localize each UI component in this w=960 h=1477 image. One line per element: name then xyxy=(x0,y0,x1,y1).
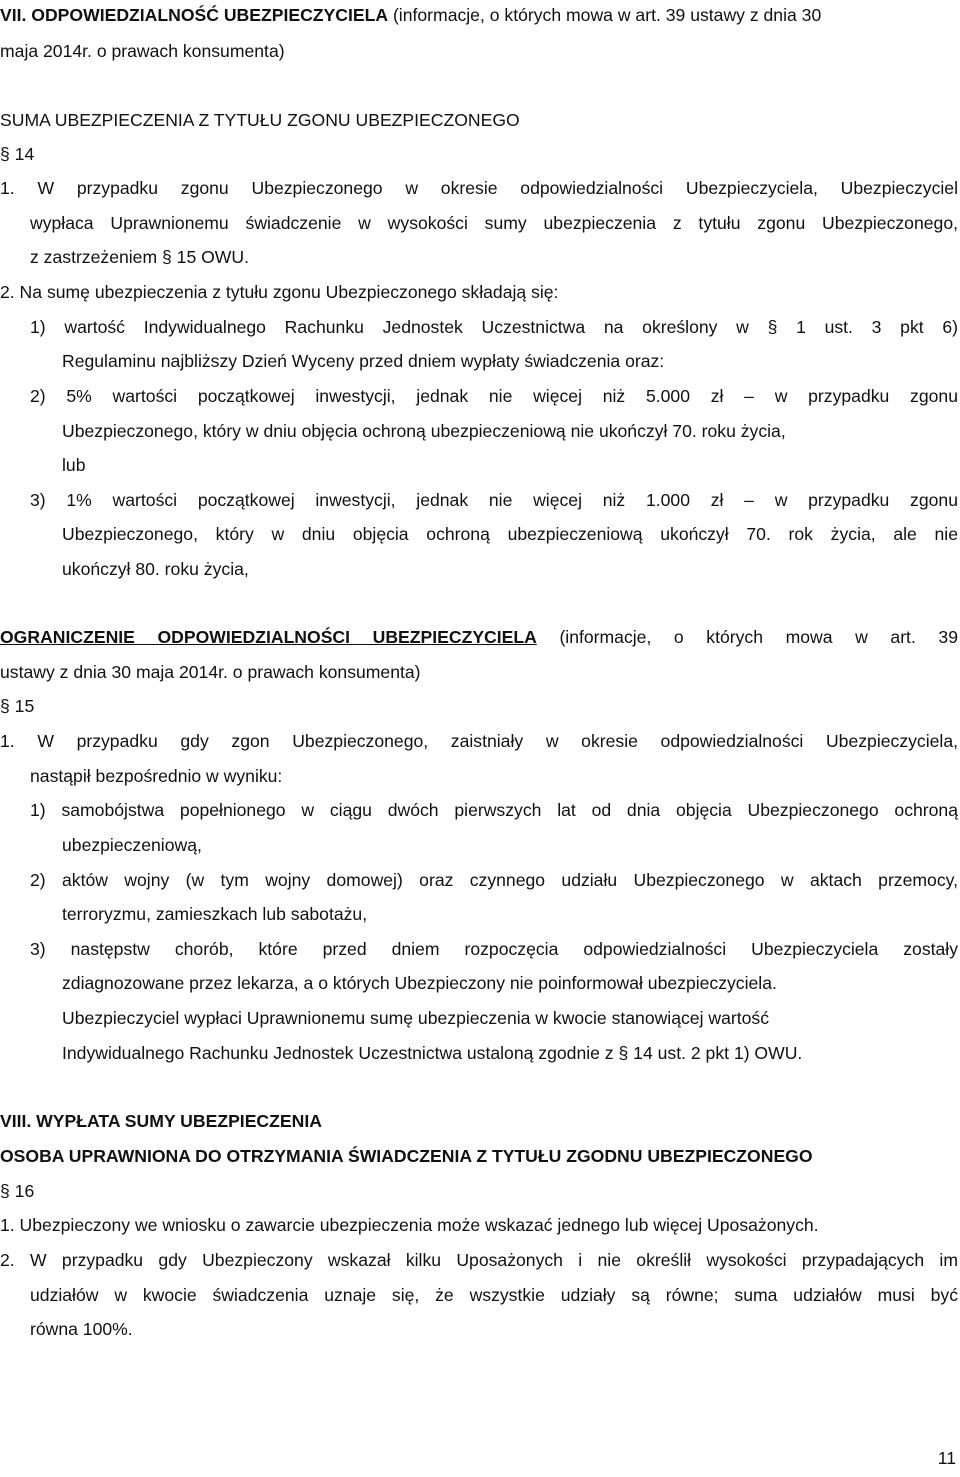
paragraph-16-marker: § 16 xyxy=(0,1181,35,1201)
p15-item1-line2: ubezpieczeniową, xyxy=(62,835,202,855)
paragraph-15-marker: § 15 xyxy=(0,696,35,716)
p16-2-line2: udziałów w kwocie świadczenia uznaje się, że wszystkie udziały są równe; suma udziałów musi być xyxy=(30,1285,958,1305)
p15-item3-line1: 3) następstw chorób, które przed dniem rozpoczęcia odpowiedzialności Ubezpieczyciela zostały xyxy=(30,939,958,959)
p16-1: 1. Ubezpieczony we wniosku o zawarcie ubezpieczenia może wskazać jednego lub więcej Uposażonych. xyxy=(0,1215,819,1235)
limitation-note-2: ustawy z dnia 30 maja 2014r. o prawach konsumenta) xyxy=(0,662,421,682)
section-vii-heading: VII. ODPOWIEDZIALNOŚĆ UBEZPIECZYCIELA xyxy=(0,5,389,25)
p14-2-item2-line1: 2) 5% wartości początkowej inwestycji, jednak nie więcej niż 5.000 zł – w przypadku zgonu xyxy=(30,386,958,406)
p15-item3-line2: zdiagnozowane przez lekarza, a o których Ubezpieczony nie poinformował ubezpieczyciela. xyxy=(62,973,777,993)
p15-1-line2: nastąpił bezpośrednio w wyniku: xyxy=(30,766,283,786)
p14-2-item3-line3: ukończył 80. roku życia, xyxy=(62,559,249,579)
section-viii-heading: VIII. WYPŁATA SUMY UBEZPIECZENIA xyxy=(0,1111,322,1131)
limitation-heading-line xyxy=(0,626,958,648)
limitation-note: (informacje, o których mowa w art. 39 xyxy=(559,627,958,647)
p14-1-line3: z zastrzeżeniem § 15 OWU. xyxy=(30,247,250,267)
p15-tail-line1: Ubezpieczyciel wypłaci Uprawnionemu sumę ubezpieczenia w kwocie stanowiącej wartość xyxy=(62,1008,769,1028)
p14-1-line2: wypłaca Uprawnionemu świadczenie w wysokości sumy ubezpieczenia z tytułu zgonu Ubezpieczonego, xyxy=(30,213,958,233)
p16-2-line3: równa 100%. xyxy=(30,1319,133,1339)
p14-1-line1: 1. W przypadku zgonu Ubezpieczonego w okresie odpowiedzialności Ubezpieczyciela, Ubezpieczyciel xyxy=(0,178,958,198)
section-viii-subheading: OSOBA UPRAWNIONA DO OTRZYMANIA ŚWIADCZENIA Z TYTUŁU ZGODNU UBEZPIECZONEGO xyxy=(0,1146,813,1166)
p14-2-item3-line2: Ubezpieczonego, który w dniu objęcia ochroną ubezpieczeniową ukończył 70. rok życia, ale nie xyxy=(62,524,958,544)
section-vii-heading-note-2: maja 2014r. o prawach konsumenta) xyxy=(0,41,285,61)
paragraph-14-marker: § 14 xyxy=(0,144,35,164)
p14-2-item1-line1: 1) wartość Indywidualnego Rachunku Jednostek Uczestnictwa na określony w § 1 ust. 3 pkt 6) xyxy=(30,317,958,337)
p14-2-item3-line1: 3) 1% wartości początkowej inwestycji, jednak nie więcej niż 1.000 zł – w przypadku zgonu xyxy=(30,490,958,510)
p14-2: 2. Na sumę ubezpieczenia z tytułu zgonu Ubezpieczonego składają się: xyxy=(0,282,559,302)
p16-2-line1: 2. W przypadku gdy Ubezpieczony wskazał kilku Uposażonych i nie określił wysokości przypadających im xyxy=(0,1250,958,1270)
p14-2-item1-line2: Regulaminu najbliższy Dzień Wyceny przed dniem wypłaty świadczenia oraz: xyxy=(62,351,665,371)
p15-item2-line1: 2) aktów wojny (w tym wojny domowej) oraz czynnego udziału Ubezpieczonego w aktach przemocy, xyxy=(30,870,958,890)
p15-item2-line2: terroryzmu, zamieszkach lub sabotażu, xyxy=(62,904,368,924)
page-number: 11 xyxy=(937,1448,956,1468)
p15-item1-line1: 1) samobójstwa popełnionego w ciągu dwóch pierwszych lat od dnia objęcia Ubezpieczonego ochroną xyxy=(30,800,958,820)
section-vii-heading-note: (informacje, o których mowa w art. 39 ustawy z dnia 30 xyxy=(392,5,822,25)
limitation-heading: OGRANICZENIE ODPOWIEDZIALNOŚCI UBEZPIECZYCIELA xyxy=(0,627,537,647)
p15-tail-line2: Indywidualnego Rachunku Jednostek Uczestnictwa ustaloną zgodnie z § 14 ust. 2 pkt 1) OWU. xyxy=(62,1043,803,1063)
section-vii-subheading: SUMA UBEZPIECZENIA Z TYTUŁU ZGONU UBEZPIECZONEGO xyxy=(0,110,520,130)
p14-2-item2-line2: Ubezpieczonego, który w dniu objęcia ochroną ubezpieczeniową nie ukończył 70. roku życia, xyxy=(62,421,786,441)
p14-2-item2-line3: lub xyxy=(62,455,86,475)
p15-1-line1: 1. W przypadku gdy zgon Ubezpieczonego, zaistniały w okresie odpowiedzialności Ubezpieczyciela, xyxy=(0,731,958,751)
section-vii-heading-line xyxy=(0,4,821,26)
